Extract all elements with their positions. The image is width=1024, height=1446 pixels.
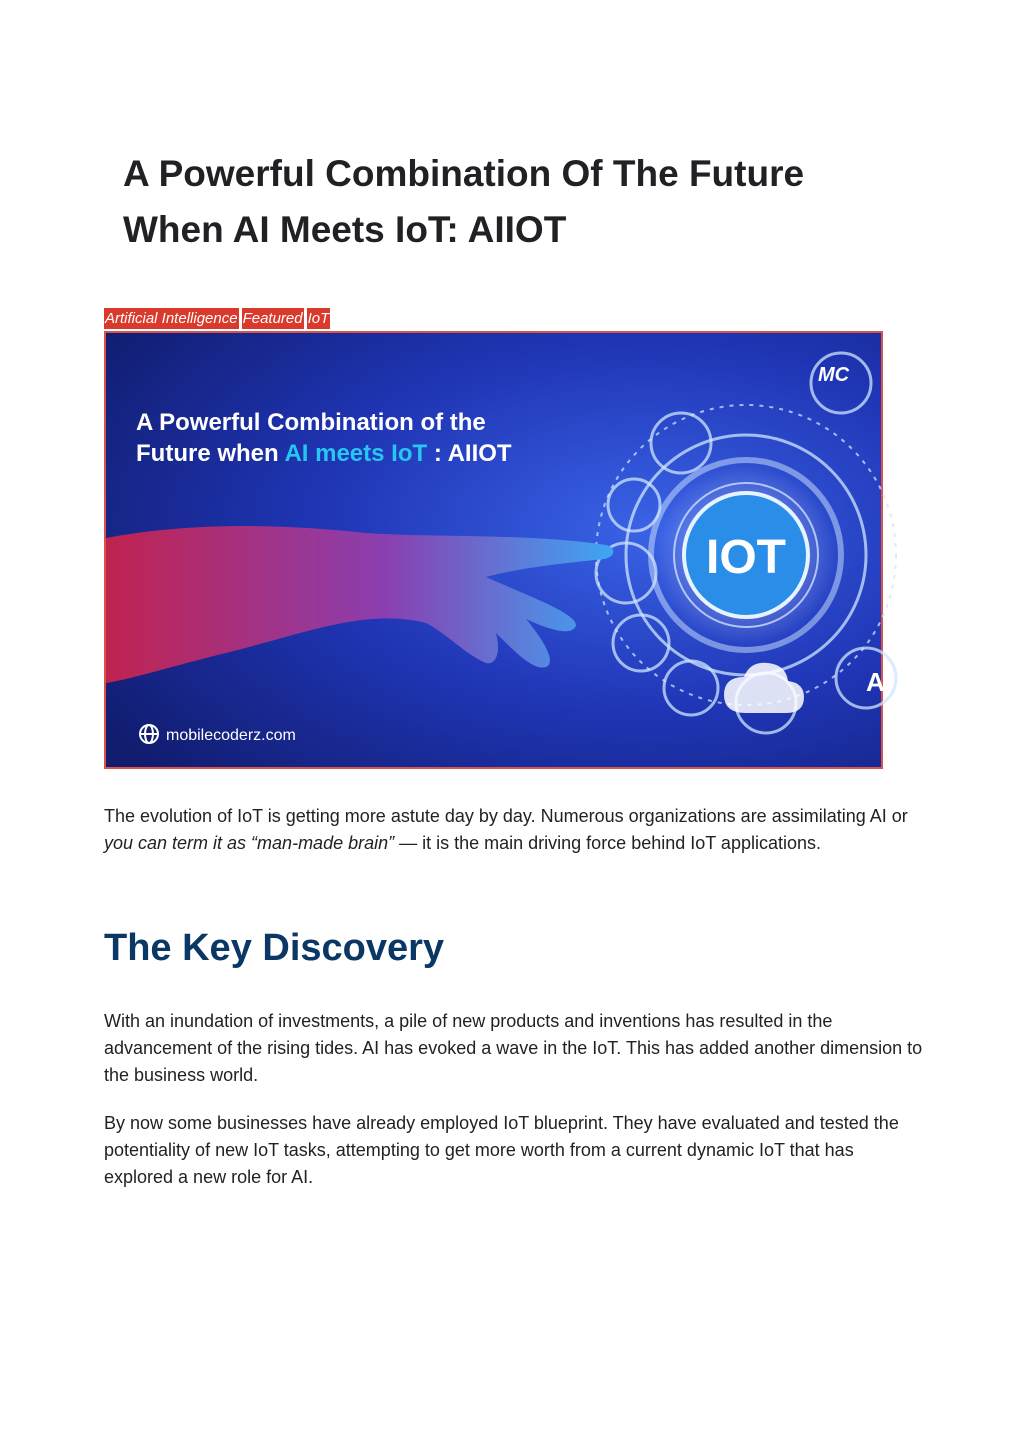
hero-headline-line-1: A Powerful Combination of the: [136, 409, 486, 436]
hero-site-url: mobilecoderz.com: [166, 727, 296, 744]
section-heading: The Key Discovery: [104, 927, 445, 969]
tag-featured[interactable]: Featured: [242, 310, 303, 327]
title-line-1: A Powerful Combination Of The Future: [123, 153, 805, 194]
hero-image: [104, 331, 883, 769]
body-paragraph-2: By now some businesses have already employed IoT blueprint. They have evaluated and tested the potentiality of new IoT tasks, attempting to get more worth from a current dynamic IoT that has explored a new role for AI.: [104, 1113, 899, 1187]
hero-headline-line-2: Future when AI meets IoT : AIIOT: [136, 440, 512, 467]
page-title: [123, 146, 923, 258]
intro-paragraph: The evolution of IoT is getting more astute day by day. Numerous organizations are assimilating AI or you can term it as “man-made brain” — it is the main driving force behind IoT applications.: [104, 806, 908, 853]
category-tags: [104, 308, 333, 329]
tag-artificial-intelligence[interactable]: Artificial Intelligence: [105, 310, 238, 327]
body-paragraph-1: With an inundation of investments, a pile of new products and inventions has resulted in the advancement of the rising tides. AI has evoked a wave in the IoT. This has added another dimension to the business world.: [104, 1011, 923, 1085]
hero-illustration: [106, 333, 885, 767]
hero-logo: MC: [818, 364, 850, 386]
title-line-2: When AI Meets IoT: AIIOT: [123, 209, 567, 250]
tag-iot[interactable]: IoT: [307, 310, 330, 327]
hero-center-badge: IOT: [706, 531, 786, 584]
hero-side-letter: A: [866, 667, 885, 697]
